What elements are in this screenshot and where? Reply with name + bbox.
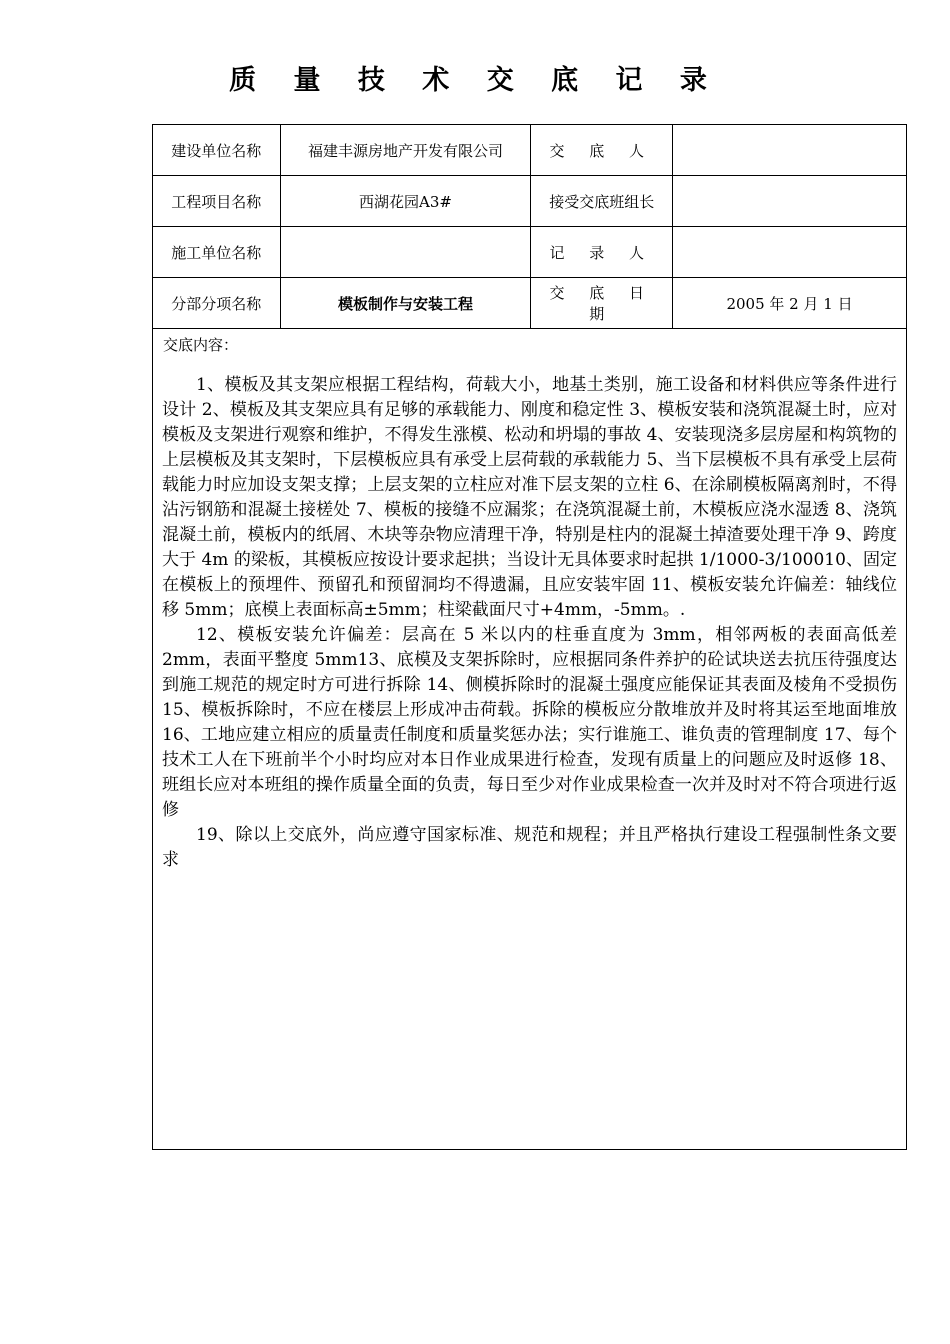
form-row-builder [153, 125, 907, 176]
content-paragraph-2: 12、模板安装允许偏差：层高在 5 米以内的柱垂直度为 3mm，相邻两板的表面高低差 2mm，表面平整度 5mm13、底模及支架拆除时，应根据同条件养护的砼试块送去抗压待强度达到施工规范的规定时方可进行拆除 14、侧模拆除时的混凝土强度应能保证其表面及棱角不受损伤 15、模板拆除时，不应在楼层上形成冲击荷载。拆除的模板应分散堆放并及时将其运至地面堆放 16、工地应建立相应的质量责任制度和质量奖惩办法；实行谁施工、谁负责的管理制度 17、每个技术工人在下班前半个小时均应对本日作业成果进行检查，发现有质量上的问题应及时返修 18、班组长应对本班组的操作质量全面的负责，每日至少对作业成果检查一次并及时对不符合项进行返修 [162, 625, 897, 820]
content-paragraph-3: 19、除以上交底外，尚应遵守国家标准、规范和规程；并且严格执行建设工程强制性条文要求 [162, 825, 897, 870]
form-row-subproject [153, 278, 907, 329]
builder-label: 建设单位名称 [153, 125, 281, 176]
team-leader-value [673, 176, 907, 227]
presenter-label: 交 底 人 [531, 125, 673, 176]
recorder-value [673, 227, 907, 278]
content-label: 交底内容： [163, 336, 239, 354]
project-label: 工程项目名称 [153, 176, 281, 227]
record-form [152, 124, 907, 1150]
subproject-value: 模板制作与安装工程 [280, 278, 531, 329]
document-title: 质 量 技 术 交 底 记 录 [229, 65, 721, 96]
form-row-content [153, 329, 907, 1150]
form-row-contractor [153, 227, 907, 278]
date-value: 2005 年 2 月 1 日 [673, 278, 907, 329]
contractor-label: 施工单位名称 [153, 227, 281, 278]
project-value: 西湖花园A3# [280, 176, 531, 227]
subproject-label: 分部分项名称 [153, 278, 281, 329]
recorder-label: 记 录 人 [531, 227, 673, 278]
form-row-project [153, 176, 907, 227]
date-label: 交 底 日 期 [531, 278, 673, 329]
team-leader-label: 接受交底班组长 [531, 176, 673, 227]
builder-value: 福建丰源房地产开发有限公司 [280, 125, 531, 176]
contractor-value [280, 227, 531, 278]
content-cell [153, 329, 907, 1150]
presenter-value [673, 125, 907, 176]
content-paragraph-1: 1、模板及其支架应根据工程结构，荷载大小，地基土类别，施工设备和材料供应等条件进行设计 2、模板及其支架应具有足够的承载能力、刚度和稳定性 3、模板安装和浇筑混凝土时，应对模板及支架进行观察和维护，不得发生涨模、松动和坍塌的事故 4、安装现浇多层房屋和构筑物的上层模板及其支架时，下层模板应具有承受上层荷载的承载能力 5、当下层模板不具有承受上层荷载能力时应加设支架支撑；上层支架的立柱应对准下层支架的立柱 6、在涂刷模板隔离剂时，不得沾污钢筋和混凝土接槎处 7、模板的接缝不应漏浆；在浇筑混凝土前，木模板应浇水湿透 8、浇筑混凝土前，模板内的纸屑、木块等杂物应清理干净，特别是柱内的混凝土掉渣要处理干净 9、跨度大于 4m 的梁板，其模板应按设计要求起拱；当设计无具体要求时起拱 1/1000-3/100010、固定在模板上的预埋件、预留孔和预留洞均不得遗漏，且应安装牢固 11、模板安装允许偏差：轴线位移 5mm；底模上表面标高±5mm；柱梁截面尺寸+4mm，-5mm。. [162, 375, 897, 620]
